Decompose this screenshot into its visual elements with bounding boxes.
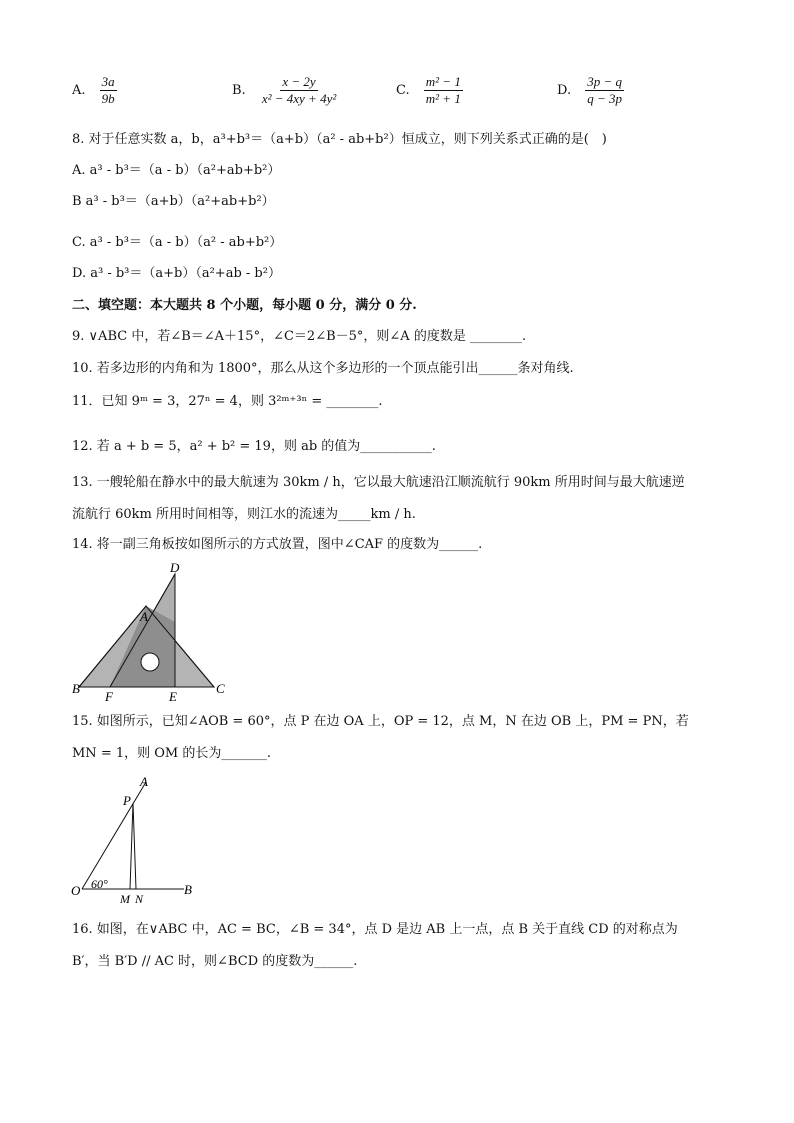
q15-label-m: M [120, 892, 130, 906]
q11-text: 11．已知 9ᵐ = 3，27ⁿ = 4，则 3²ᵐ⁺³ⁿ = ________. [72, 394, 383, 409]
numerator: x − 2y [282, 74, 316, 89]
q14-label-f: F [105, 689, 113, 703]
q13-line2: 流航行 60km 所用时间相等，则江水的流速为_____km / h. [72, 507, 416, 522]
q15-line1: 15. 如图所示，已知∠AOB = 60°，点 P 在边 OA 上，OP = 12，点 M，N 在边 OB 上，PM = PN，若 [72, 714, 689, 729]
q14-figure [68, 558, 238, 703]
q14-label-d: D [170, 560, 180, 575]
option-label: D. [557, 83, 572, 98]
q14-label-e: E [169, 689, 177, 703]
q13-line1: 13. 一艘轮船在静水中的最大航速为 30km / h，它以最大航速沿江顺流航行 90km 所用时间与最大航速逆 [72, 475, 685, 490]
fraction [260, 74, 338, 107]
numerator: m² − 1 [425, 74, 461, 89]
q15-label-o: O [71, 883, 81, 898]
q14-label-b: B [72, 681, 80, 696]
q16-line1: 16. 如图，在∨ABC 中，AC = BC，∠B = 34°，点 D 是边 AB 上一点，点 B 关于直线 CD 的对称点为 [72, 922, 678, 937]
q14-hole [141, 653, 159, 671]
denominator: q − 3p [587, 91, 623, 106]
q15-ray-oa [82, 782, 146, 889]
fraction [424, 74, 463, 107]
section-heading: 二、填空题：本大题共 8 个小题，每小题 0 分，满分 0 分. [72, 298, 417, 313]
numerator: 3p − q [587, 74, 623, 89]
fraction [585, 74, 624, 107]
q15-line2: MN = 1，则 OM 的长为_______. [72, 746, 271, 761]
q8-option-a: A. a³ - b³＝（a - b）（a²+ab+b²） [72, 163, 281, 178]
q14-text: 14. 将一副三角板按如图所示的方式放置，图中∠CAF 的度数为______. [72, 537, 483, 552]
q8-stem: 8. 对于任意实数 a，b，a³+b³＝（a+b）（a² - ab+b²）恒成立，则下列关系式正确的是( ) [72, 132, 607, 147]
q9-text: 9. ∨ABC 中，若∠B＝∠A＋15°，∠C＝2∠B－5°，则∠A 的度数是 ________. [72, 329, 527, 344]
q14-label-a: A [140, 609, 148, 624]
option-label: C. [396, 83, 410, 98]
fraction [100, 74, 117, 107]
q15-segment-pm [130, 803, 133, 889]
q16-line2: B′，当 B′D // AC 时，则∠BCD 的度数为______. [72, 954, 358, 969]
q15-label-angle: 60° [91, 877, 108, 891]
q7-option-d [557, 74, 624, 107]
numerator: 3a [101, 74, 115, 89]
denominator: 9b [101, 91, 115, 106]
q15-label-n: N [135, 892, 144, 906]
q14-label-c: C [216, 681, 225, 696]
q12-text: 12. 若 a + b = 5，a² + b² = 19，则 ab 的值为___________. [72, 439, 436, 454]
q15-label-p: P [123, 793, 131, 808]
q15-label-b: B [184, 882, 192, 897]
denominator: x² − 4xy + 4y² [261, 91, 337, 106]
q8-option-d: D. a³ - b³＝（a+b）（a²+ab - b²） [72, 266, 281, 281]
q7-option-c [396, 74, 463, 107]
q7-option-b [232, 74, 338, 107]
q8-option-b: B a³ - b³＝（a+b）（a²+ab+b²） [72, 194, 275, 209]
option-label: B. [232, 83, 246, 98]
q8-option-c: C. a³ - b³＝（a - b）（a² - ab+b²） [72, 235, 283, 250]
q7-option-a [72, 74, 117, 107]
q15-figure [66, 770, 206, 910]
q10-text: 10. 若多边形的内角和为 1800°，那么从这个多边形的一个顶点能引出______条对角线. [72, 361, 574, 376]
q15-label-a: A [140, 774, 148, 789]
denominator: m² + 1 [425, 91, 461, 106]
option-label: A. [72, 83, 86, 98]
q15-segment-pn [133, 803, 136, 889]
